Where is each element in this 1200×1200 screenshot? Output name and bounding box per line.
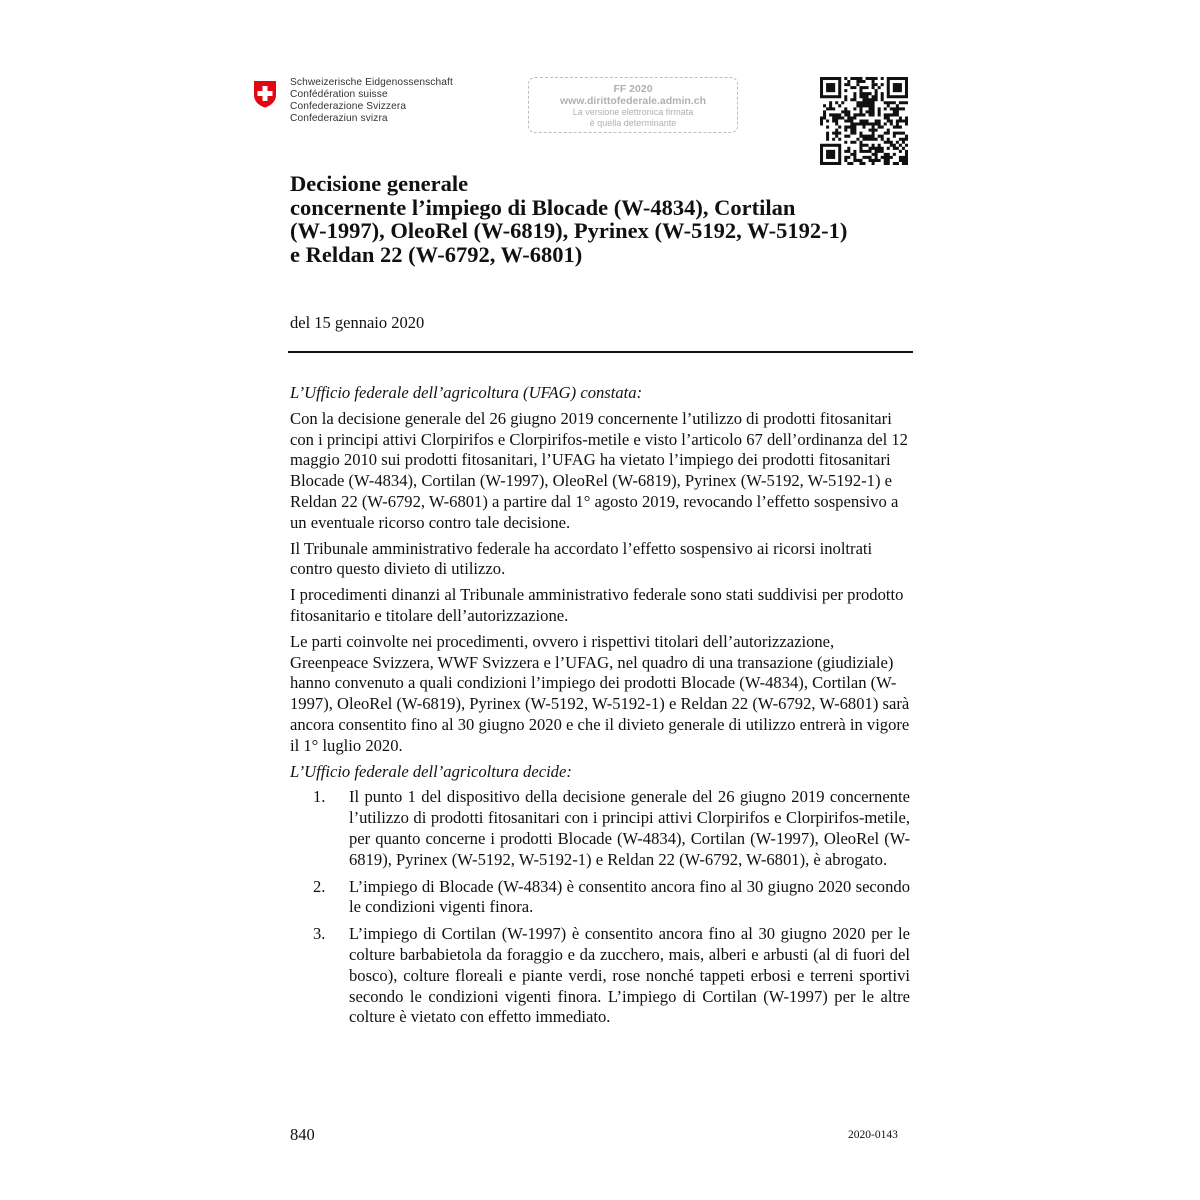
- decision-number: 1.: [313, 787, 326, 807]
- swiss-cross-icon: [253, 80, 277, 108]
- decision-text: L’impiego di Blocade (W-4834) è consentito ancora fino al 30 giugno 2020 secondo le condizioni vigenti finora.: [349, 876, 910, 917]
- decision-item: [290, 877, 910, 919]
- decision-list: [290, 787, 910, 1028]
- document-number: 2020-0143: [848, 1129, 898, 1141]
- paragraph: Il Tribunale amministrativo federale ha accordato l’effetto sospensivo ai ricorsi inoltrati contro questo divieto di utilizzo.: [290, 538, 873, 579]
- signature-stamp: [528, 77, 738, 133]
- title-line: e Reldan 22 (W-6792, W-6801): [290, 241, 583, 267]
- paragraph: Con la decisione generale del 26 giugno 2019 concernente l’utilizzo di prodotti fitosanitari con i principi attivi Clorpirifos e Clorpirifos-metile e visto l’articolo 67 dell’ordinanza del 12 maggio 2010 sui prodotti fitosanitari, l’UFAG ha vietato l’impiego dei prodotti fitosanitari Blocade (W-4834), Cortilan (W-1997), OleoRel (W-6819), Pyrinex (W-5192, W-5192-1) e Reldan 22 (W-6792, W-6801) a partire dal 1° agosto 2019, revocando l’effetto sospensivo a un eventuale ricorso contro tale decisione.: [290, 408, 908, 532]
- stamp-note-2: è quella determinante: [589, 118, 677, 128]
- title-line: (W-1997), OleoRel (W-6819), Pyrinex (W-5192, W-5192-1): [290, 218, 848, 244]
- qr-code-icon: [820, 77, 908, 165]
- title-line: Decisione generale: [290, 171, 469, 196]
- decision-text: Il punto 1 del dispositivo della decisione generale del 26 giugno 2019 concernente l’utilizzo di prodotti fitosanitari con i principi attivi Clorpirifos e Clorpirifos-metile, per quanto concerne i prodotti Blocade (W-4834), Cortilan (W-1997), OleoRel (W-6819), Pyrinex (W-5192, W-5192-1) e Reldan 22 (W-6792, W-6801), è abrogato.: [349, 787, 910, 869]
- document-date: del 15 gennaio 2020: [290, 313, 425, 332]
- decision-text: L’impiego di Cortilan (W-1997) è consentito ancora fino al 30 giugno 2020 per le colture barbabietola da foraggio e da zucchero, mais, alberi e arbusti (al di fuori del bosco), colture floreali e piante verdi, rose nonché tappeti erbosi e terreni sportivi secondo le condizioni vigenti finora. L’impiego di Cortilan (W-1997) per le altre colture è vietato con effetto immediato.: [349, 924, 910, 1027]
- authority-line-fr: Confédération suisse: [290, 89, 388, 100]
- section-heading-decide: L’Ufficio federale dell’agricoltura decide:: [290, 761, 572, 781]
- authority-line-de: Schweizerische Eidgenossenschaft: [290, 77, 453, 88]
- page-number: 840: [290, 1125, 315, 1144]
- title-divider: [288, 351, 913, 353]
- authority-line-rm: Confederaziun svizra: [290, 113, 388, 124]
- stamp-ff: FF 2020: [613, 83, 653, 95]
- paragraph: Le parti coinvolte nei procedimenti, ovvero i rispettivi titolari dell’autorizzazione, Greenpeace Svizzera, WWF Svizzera e l’UFAG, nel quadro di una transazione (giudiziale) hanno convenuto a quali condizioni l’impiego dei prodotti Blocade (W-4834), Cortilan (W-1997), OleoRel (W-6819), Pyrinex (W-5192, W-5192-1) e Reldan 22 (W-6792, W-6801) sarà ancora consentito fino al 30 giugno 2020 e che il divieto generale di utilizzo entrerà in vigore il 1° luglio 2020.: [290, 631, 910, 755]
- decision-number: 3.: [313, 924, 326, 944]
- section-heading-constata: L’Ufficio federale dell’agricoltura (UFAG) constata:: [290, 383, 643, 402]
- page-title: [290, 172, 930, 266]
- stamp-note-1: La versione elettronica firmata: [572, 107, 694, 117]
- decision-item: [290, 924, 910, 1028]
- stamp-url[interactable]: www.dirittofederale.admin.ch: [559, 95, 707, 107]
- title-line: concernente l’impiego di Blocade (W-4834), Cortilan: [290, 194, 796, 220]
- decision-number: 2.: [313, 876, 326, 896]
- document-body: [290, 383, 910, 1034]
- decision-item: [290, 787, 910, 870]
- paragraph: I procedimenti dinanzi al Tribunale amministrativo federale sono stati suddivisi per prodotto fitosanitario e titolare dell’autorizzazione.: [290, 585, 904, 625]
- authority-line-it: Confederazione Svizzera: [290, 101, 407, 112]
- authority-block: [290, 77, 453, 125]
